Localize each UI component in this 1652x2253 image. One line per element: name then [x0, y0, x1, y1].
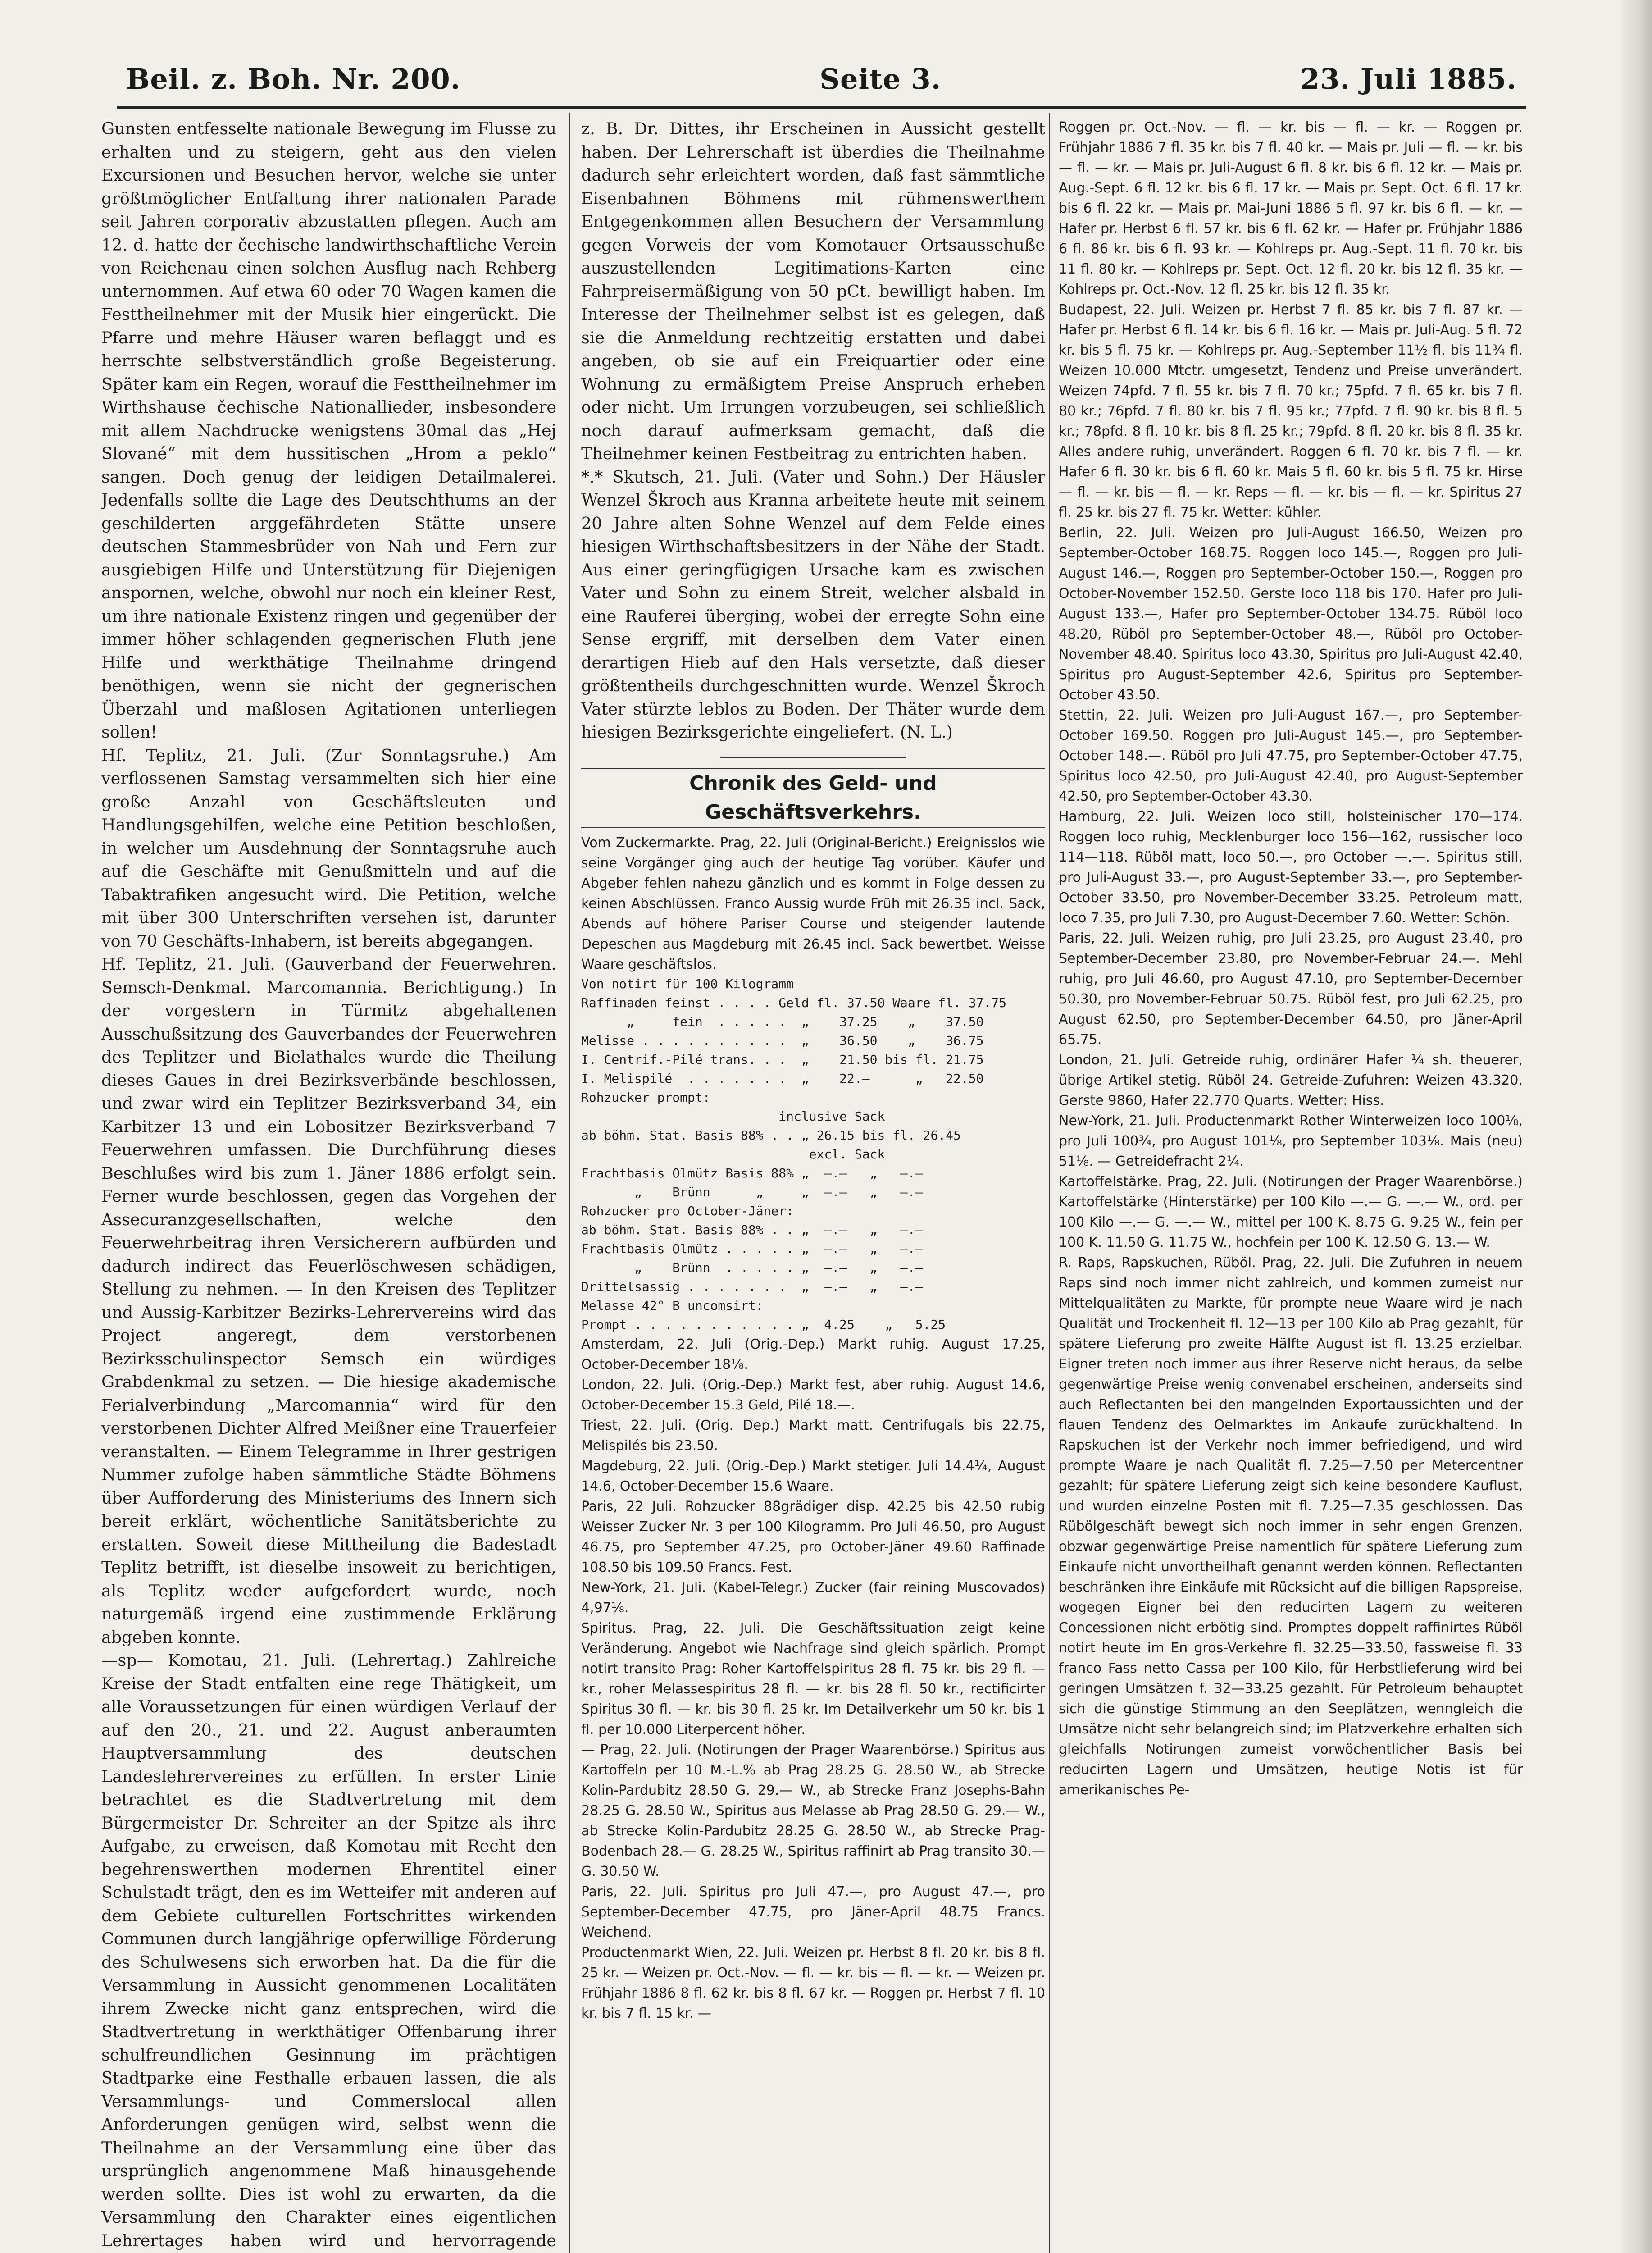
article-paragraph: z. B. Dr. Dittes, ihr Erscheinen in Aussicht gestellt haben. Der Lehrerschaft ist überdies die Theilnahme dadurch sehr erleichtert worden, daß fast sämmtliche Eisenbahnen Böhmens mit rühmenswerthem Entgegenkommen allen Besuchern der Versammlung gegen Vorweis der vom Komotauer Ortsausschuße auszustellenden Legitimations-Karten eine Fahrpreisermäßigung von 50 pCt. bewilligt haben. Im Interesse der Theilnehmer selbst ist es gelegen, daß sie die Anmeldung rechtzeitig erstatten und dabei angeben, ob sie auf ein Freiquartier oder eine Wohnung zu ermäßigtem Preise Anspruch erheben oder nicht. Um Irrungen vorzubeugen, sei schließlich noch darauf aufmerksam gemacht, daß die Theilnehmer keinen Festbeitrag zu entrichten haben.	[581, 119, 1045, 463]
market-report: Spiritus. Prag, 22. Juli. Die Geschäftssituation zeigt keine Veränderung. Angebot wie Nachfrage sind gleich spärlich. Prompt notirt transito Prag: Roher Kartoffelspiritus 28 fl. 75 kr. bis 29 fl. — kr., roher Melassespiritus 28 fl. — kr. bis 28 fl. 50 kr., rectificirter Spiritus 30 fl. — kr. bis 30 fl. 25 kr. Im Detailverkehr um 50 kr. bis 1 fl. per 10.000 Literpercent höher.	[581, 1620, 1045, 1738]
header-rule	[117, 106, 1526, 109]
article-paragraph: —sp— Komotau, 21. Juli. (Lehrertag.) Zahlreiche Kreise der Stadt entfalten eine rege Thätigkeit, um alle Voraussetzungen für einen würdigen Verlauf der auf den 20., 21. und 22. August anberaumten Hauptversammlung des deutschen Landeslehrervereines zu erfüllen. In erster Linie betrachtet es die Stadtvertretung mit dem Bürgermeister Dr. Schreiter an der Spitze als ihre Aufgabe, zu erweisen, daß Komotau mit Recht den begehrenswerthen modernen Ehrentitel einer Schulstadt trägt, den es im Wetteifer mit anderen auf dem Gebiete culturellen Fortschrittes wirkenden Communen durch langjährige opferwillige Förderung des Schulwesens sich erworben hat. Da die für die Versammlung in Aussicht genommenen Localitäten ihrem Zwecke nicht ganz entsprechen, wird die Stadtvertretung in werkthätiger Offenbarung ihrer schulfreundlichen Gesinnung im prächtigen Stadtparke eine Festhalle erbauen lassen, die als Versammlungs- und Commerslocal allen Anforderungen genügen wird, selbst wenn die Theilnahme an der Versammlung eine über das ursprünglich angenommene Maß hinausgehende werden sollte. Dies ist wohl zu erwarten, da die Versammlung den Charakter eines eigentlichen Lehrertages haben wird und hervorragende	[101, 1651, 556, 2250]
article-paragraph: Gunsten entfesselte nationale Bewegung im Flusse zu erhalten und zu steigern, geht aus den vielen Excursionen und Besuchen hervor, welche sie unter größtmöglicher Entfaltung ihrer nationalen Parade seit Jahren corporativ abzustatten pflegen. Auch am 12. d. hatte der čechische landwirthschaftliche Verein von Reichenau einen solchen Ausflug nach Rehberg unternommen. Auf etwa 60 oder 70 Wagen kamen die Festtheilnehmer mit der Musik hier eingerückt. Die Pfarre und mehre Häuser waren beflaggt und es herrschte selbstverständlich große Begeisterung. Später kam ein Regen, worauf die Festtheilnehmer im Wirthshause čechische Nationallieder, insbesondere mit allem Nachdrucke wenigstens 30mal das „Hej Slované“ mit dem hussitischen „Hrom a peklo“ sangen. Doch genug der leidigen Detailmalerei. Jedenfalls sollte die Lage des Deutschthums an der geschilderten arggefährdeten Stätte unsere deutschen Stammesbrüder von Nah und Fern zur ausgiebigen Hilfe und Unterstützung für Diejenigen anspornen, welche, obwohl nur noch ein kleiner Rest, um ihre nationale Existenz ringen und gegenüber der immer höher schlagenden gegnerischen Fluth jene Hilfe und werkthätige Theilnahme dringend benöthigen, wenn sie nicht der gegnerischen Überzahl und maßlosen Agitationen unterliegen sollen!	[101, 119, 556, 742]
market-report: Vom Zuckermarkte. Prag, 22. Juli (Original-Bericht.) Ereignisslos wie seine Vorgänger ging auch der heutige Tag vorüber. Käufer und Abgeber fehlen nahezu gänzlich und es kommt in Folge dessen zu keinen Abschlüssen. Franco Aussig wurde Früh mit 26.35 incl. Sack, Abends auf höhere Pariser Course und steigender lautende Depeschen aus Magdeburg mit 26.45 incl. Sack bewertbet. Weisse Waare geschäftslos.	[581, 835, 1045, 972]
sugar-price-table: Von notirt für 100 Kilogramm Raffinaden feinst . . . . Geld fl. 37.50 Waare fl. 37.75 „ fein . . . . . „ 37.25 „ 37.50 Melisse . . . . . . . . . . „ 36.50 „ 36.75 I. Centrif.-Pilé trans. . . „ 21.50 bis fl. 21.75 I. Melispilé . . . . . . . „ 22.— „ 22.50 Rohzucker prompt: inclusive Sack ab böhm. Stat. Basis 88% . . „ 26.15 bis fl. 26.45 excl. Sack Frachtbasis Olmütz Basis 88% „ —.— „ —.— „ Brünn „ „ —.— „ —.— Rohzucker pro October-Jäner: ab böhm. Stat. Basis 88% . . „ —.— „ —.— Frachtbasis Olmütz . . . . . „ —.— „ —.— „ Brünn . . . . . „ —.— „ —.— Drittelsassig . . . . . . . „ —.— „ —.— Melasse 42° B uncomsirt: Prompt . . . . . . . . . . . „ 4.25 „ 5.25	[581, 976, 1007, 1332]
article-separator	[720, 757, 906, 758]
column-2	[581, 117, 1045, 2253]
market-report: R. Raps, Rapskuchen, Rüböl. Prag, 22. Juli. Die Zufuhren in neuem Raps sind noch immer nicht zahlreich, und kommen zumeist nur Mittelqualitäten zu Markte, für prompte neue Waare wird je nach Qualität und Trockenheit fl. 12—13 per 100 Kilo ab Prag gezahlt, für spätere Lieferung pro zweite Hälfte August ist fl. 13.25 erzielbar. Eigner treten noch immer aus ihrer Reserve nicht heraus, da selbe gegenwärtige Preise wenig convenabel erscheinen, anderseits sind auch Reflectanten bei den mangelnden Exportaussichten und der flauen Tendenz des Oelmarktes im Ankaufe zurückhaltend. In Rapskuchen ist der Verkehr noch immer befriedigend, und wird prompte Waare je nach Qualität fl. 7.25—7.50 per Metercentner gezahlt; für spätere Lieferung zeigt sich keine besondere Kauflust, und wurden einzelne Posten mit fl. 7.25—7.35 geschlossen. Das Rübölgeschäft bewegt sich noch immer in sehr engen Grenzen, obzwar gegenwärtige Preise namentlich für spätere Lieferung zum Einkaufe nicht unvortheilhaft genannt werden können. Reflectanten beschränken ihre Einkäufe mit Rücksicht auf die billigen Rapspreise, wogegen Eigner bei den reducirten Lagern zu weiteren Concessionen nicht erbötig sind. Promptes doppelt raffinirtes Rüböl notirt heute im En gros-Verkehre fl. 32.25—33.50, fassweise fl. 33 franco Fass netto Cassa per 100 Kilo, für Herbstlieferung wird bei geringen Umsätzen f. 32—33.25 gezahlt. Für Petroleum behauptet sich die günstige Stimmung an den Seeplätzen, wenngleich die Umsätze nicht sehr belangreich sind; im Platzverkehre erhalten sich gleichfalls Notirungen zumeist vorwöchentlicher Basis bei reducirten Lagern und Umsätzen, heutige Notis ist für amerikanisches Pe-	[1059, 1255, 1523, 1798]
market-report: Magdeburg, 22. Juli. (Orig.-Dep.) Markt stetiger. Juli 14.4¼, August 14.6, October-December 15.6 Waare.	[581, 1458, 1045, 1494]
market-report: Paris, 22. Juli. Weizen ruhig, pro Juli 23.25, pro August 23.40, pro September-December 23.80, pro November-Februar 24.—. Mehl ruhig, pro Juli 46.60, pro August 47.10, pro September-December 50.30, pro November-Februar 50.75. Rüböl fest, pro Juli 62.25, pro August 62.50, pro September-December 64.50, pro Jäner-April 65.75.	[1059, 930, 1523, 1048]
market-report: London, 22. Juli. (Orig.-Dep.) Markt fest, aber ruhig. August 14.6, October-December 15.3 Geld, Pilé 18.—.	[581, 1377, 1045, 1413]
market-report: Berlin, 22. Juli. Weizen pro Juli-August 166.50, Weizen pro September-October 168.75. Roggen loco 145.—, Roggen pro Juli-August 146.—, Roggen pro September-October 150.—, Roggen pro October-November 152.50. Gerste loco 118 bis 170. Hafer pro Juli-August 133.—, Hafer pro September-October 134.75. Rüböl loco 48.20, Rüböl pro September-October 48.—, Rüböl pro October-November 48.40. Spiritus loco 43.30, Spiritus pro Juli-August 42.40, Spiritus pro August-September 42.6, Spiritus pro September-October 43.50.	[1059, 525, 1523, 703]
column-divider	[1049, 113, 1050, 2253]
market-report: Budapest, 22. Juli. Weizen pr. Herbst 7 fl. 85 kr. bis 7 fl. 87 kr. — Hafer pr. Herbst 6 fl. 14 kr. bis 6 fl. 16 kr. — Mais pr. Juli-Aug. 5 fl. 72 kr. bis 5 fl. 75 kr. — Kohlreps pr. Aug.-September 11½ fl. bis 11¾ fl. Weizen 10.000 Mtctr. umgesetzt, Tendenz und Preise unverändert. Weizen 74pfd. 7 fl. 55 kr. bis 7 fl. 70 kr.; 75pfd. 7 fl. 65 kr. bis 7 fl. 80 kr.; 76pfd. 7 fl. 80 kr. bis 7 fl. 95 kr.; 77pfd. 7 fl. 90 kr. bis 8 fl. 5 kr.; 78pfd. 8 fl. 10 kr. bis 8 fl. 25 kr.; 79pfd. 8 fl. 20 kr. bis 8 fl. 35 kr. Alles andere ruhig, unverändert. Roggen 6 fl. 70 kr. bis 7 fl. — kr. Hafer 6 fl. 30 kr. bis 6 fl. 60 kr. Mais 5 fl. 60 kr. bis 5 fl. 75 kr. Hirse — fl. — kr. bis — fl. — kr. Reps — fl. — kr. bis — fl. — kr. Spiritus 27 fl. 25 kr. bis 27 fl. 75 kr. Wetter: kühler.	[1059, 302, 1523, 520]
market-report: — Prag, 22. Juli. (Notirungen der Prager Waarenbörse.) Spiritus aus Kartoffeln per 10 M.-L.% ab Prag 28.25 G. 28.50 W., ab Strecke Kolin-Pardubitz 28.50 G. 29.— W., ab Strecke Franz Josephs-Bahn 28.25 G. 28.50 W., Spiritus aus Melasse ab Prag 28.50 G. 29.— W., ab Strecke Kolin-Pardubitz 28.25 G. 28.50 W., ab Strecke Prag-Bodenbach 28.— G. 28.25 W., Spiritus raffinirt ab Prag transito 30.— G. 30.50 W.	[581, 1742, 1045, 1879]
section-title: Chronik des Geld- und Geschäftsverkehrs.	[581, 768, 1045, 828]
market-report: Paris, 22. Juli. Spiritus pro Juli 47.—, pro August 47.—, pro September-December 47.75, pro Jäner-April 48.75 Francs. Weichend.	[581, 1884, 1045, 1940]
market-report: Hamburg, 22. Juli. Weizen loco still, holsteinischer 170—174. Roggen loco ruhig, Mecklenburger loco 156—162, russischer loco 114—118. Rüböl matt, loco 50.—, pro October —.—. Spiritus still, pro Juli-August 33.—, pro August-September 33.—, pro September-October 33.50, pro November-December 33.25. Petroleum matt, loco 7.35, pro Juli 7.30, pro August-December 7.60. Wetter: Schön.	[1059, 809, 1523, 926]
column-1	[101, 117, 556, 2253]
market-report: Productenmarkt Wien, 22. Juli. Weizen pr. Herbst 8 fl. 20 kr. bis 8 fl. 25 kr. — Weizen pr. Oct.-Nov. — fl. — kr. bis — fl. — kr. — Weizen pr. Frühjahr 1886 8 fl. 62 kr. bis 8 fl. 67 kr. — Roggen pr. Herbst 7 fl. 10 kr. bis 7 fl. 15 kr. —	[581, 1944, 1045, 2021]
page-header	[126, 54, 1517, 104]
market-report: Paris, 22 Juli. Rohzucker 88grädiger disp. 42.25 bis 42.50 rubig Weisser Zucker Nr. 3 per 100 Kilogramm. Pro Juli 46.50, pro August 46.75, pro September 47.25, pro October-Jäner 49.60 Raffinade 108.50 bis 109.50 Francs. Fest.	[581, 1498, 1045, 1575]
market-report: London, 21. Juli. Getreide ruhig, ordinärer Hafer ¼ sh. theuerer, übrige Artikel stetig. Rüböl 24. Getreide-Zufuhren: Weizen 43.320, Gerste 9860, Hafer 22.770 Quarts. Wetter: Hiss.	[1059, 1052, 1523, 1108]
column-divider	[569, 113, 570, 2253]
issue-date: 23. Juli 1885.	[1300, 62, 1517, 96]
market-report: Amsterdam, 22. Juli (Orig.-Dep.) Markt ruhig. August 17.25, October-December 18⅛.	[581, 1336, 1045, 1373]
page-number: Seite 3.	[819, 62, 942, 96]
market-report: Kartoffelstärke. Prag, 22. Juli. (Notirungen der Prager Waarenbörse.) Kartoffelstärke (Hinterstärke) per 100 Kilo —.— G. —.— W., ord. per 100 Kilo —.— G. —.— W., mittel per 100 K. 8.75 G. 9.25 W., fein per 100 K. 11.50 G. 11.75 W., hochfein per 100 K. 12.50 G. 13.— W.	[1059, 1174, 1523, 1250]
market-report: Roggen pr. Oct.-Nov. — fl. — kr. bis — fl. — kr. — Roggen pr. Frühjahr 1886 7 fl. 35 kr. bis 7 fl. 40 kr. — Mais pr. Juli — fl. — kr. bis — fl. — kr. — Mais pr. Juli-August 6 fl. 8 kr. bis 6 fl. 12 kr. — Mais pr. Aug.-Sept. 6 fl. 12 kr. bis 6 fl. 17 kr. — Mais pr. Sept. Oct. 6 fl. 17 kr. bis 6 fl. 22 kr. — Mais pr. Mai-Juni 1886 5 fl. 97 kr. bis 6 fl. — kr. — Hafer pr. Herbst 6 fl. 57 kr. bis 6 fl. 62 kr. — Hafer pr. Frühjahr 1886 6 fl. 86 kr. bis 6 fl. 93 kr. — Kohlreps pr. Aug.-Sept. 11 fl. 70 kr. bis 11 fl. 80 kr. — Kohlreps pr. Sept. Oct. 12 fl. 20 kr. bis 12 fl. 35 kr. — Kohlreps pr. Oct.-Nov. 12 fl. 25 kr. bis 12 fl. 35 kr.	[1059, 119, 1523, 297]
column-3	[1059, 117, 1523, 2253]
market-report: Stettin, 22. Juli. Weizen pro Juli-August 167.—, pro September-October 169.50. Roggen pro Juli-August 145.—, pro September-October 148.—. Rüböl pro Juli 47.75, pro September-October 47.75, Spiritus loco 42.50, pro Juli-August 42.40, pro August-September 42.50, pro September-October 43.30.	[1059, 707, 1523, 804]
article-paragraph: Hf. Teplitz, 21. Juli. (Gauverband der Feuerwehren. Semsch-Denkmal. Marcomannia. Berichtigung.) In der vorgestern in Türmitz abgehaltenen Ausschußsitzung des Gauverbandes der Feuerwehren des Teplitzer und Bielathales wurde die Theilung dieses Gaues in drei Bezirksverbände beschlossen, und zwar wird ein Teplitzer Bezirksverband 34, ein Karbitzer 13 und ein Lobositzer Bezirksverband 7 Feuerwehren umfassen. Die Durchführung dieses Beschlußes wird bis zum 1. Jäner 1886 erfolgt sein. Ferner wurde beschlossen, gegen das Vorgehen der Assecuranzgesellschaften, welche den Feuerwehrbeitrag ihren Versicherern aufbürden und dadurch indirect das Feuerlöschwesen schädigen, Stellung zu nehmen. — In den Kreisen des Teplitzer und Aussig-Karbitzer Bezirks-Lehrervereins wird das Project angeregt, dem verstorbenen Bezirksschulinspector Semsch ein würdiges Grabdenkmal zu setzen. — Die hiesige akademische Ferialverbindung „Marcomannia“ wird für den verstorbenen Dichter Alfred Meißner eine Trauerfeier veranstalten. — Einem Telegramme in Ihrer gestrigen Nummer zufolge haben sämmtliche Städte Böhmens über Aufforderung des Ministeriums des Innern sich bereit erklärt, wöchentliche Sanitätsberichte zu erstatten. Soweit diese Mittheilung die Badestadt Teplitz betrifft, ist dieselbe insoweit zu berichtigen, als Teplitz weder aufgefordert wurde, noch naturgemäß irgend eine zustimmende Erklärung abgeben konnte.	[101, 954, 556, 1647]
market-report: New-York, 21. Juli. (Kabel-Telegr.) Zucker (fair reining Muscovados) 4,97⅛.	[581, 1579, 1045, 1616]
article-paragraph: Hf. Teplitz, 21. Juli. (Zur Sonntagsruhe.) Am verflossenen Samstag versammelten sich hier eine große Anzahl von Geschäftsleuten und Handlungsgehilfen, welche eine Petition beschloßen, in welcher um Ausdehnung der Sonntagsruhe auch auf die Geschäfte mit Genußmitteln und auf die Tabaktrafiken angesucht wird. Die Petition, welche mit über 300 Unterschriften versehen ist, darunter von 70 Geschäfts-Inhabern, ist bereits abgegangen.	[101, 745, 556, 951]
page-edge	[1620, 0, 1652, 2253]
article-paragraph: *.* Skutsch, 21. Juli. (Vater und Sohn.) Der Häusler Wenzel Škroch aus Kranna arbeitete heute mit seinem 20 Jahre alten Sohne Wenzel auf dem Felde eines hiesigen Wirthschaftsbesitzers in der Nähe der Stadt. Aus einer geringfügigen Ursache kam es zwischen Vater und Sohn zu einem Streit, welcher alsbald in eine Rauferei überging, wobei der erregte Sohn eine Sense ergriff, mit derselben dem Vater einen derartigen Hieb auf den Hals versetzte, daß dieser größtentheils durchgeschnitten wurde. Wenzel Škroch Vater stürzte leblos zu Boden. Der Thäter wurde dem hiesigen Bezirksgerichte eingeliefert. (N. L.)	[581, 467, 1045, 742]
market-report: New-York, 21. Juli. Productenmarkt Rother Winterweizen loco 100⅛, pro Juli 100¾, pro August 101⅛, pro September 103⅛. Mais (neu) 51⅛. — Getreidefracht 2¼.	[1059, 1113, 1523, 1169]
issue-label: Beil. z. Boh. Nr. 200.	[126, 62, 461, 96]
market-report: Triest, 22. Juli. (Orig. Dep.) Markt matt. Centrifugals bis 22.75, Melispilés bis 23.50.	[581, 1417, 1045, 1454]
